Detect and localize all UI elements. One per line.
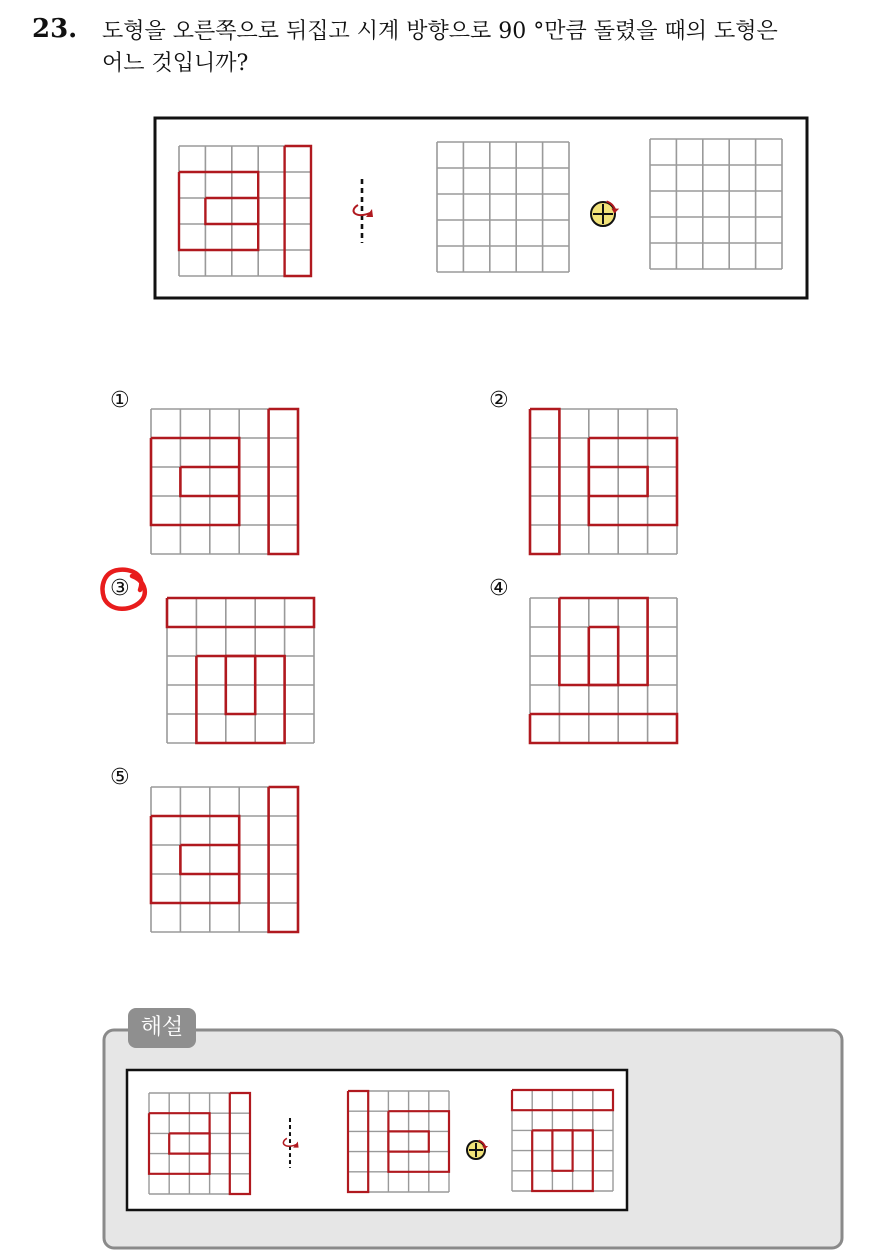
blank-grid-2 bbox=[650, 139, 782, 269]
option-3-shape bbox=[167, 598, 314, 743]
flip-axis-icon bbox=[354, 179, 373, 243]
option-5-label[interactable]: ⑤ bbox=[110, 765, 130, 790]
option-5-shape bbox=[151, 787, 298, 932]
explanation-tag: 해설 bbox=[128, 1008, 196, 1048]
option-3-label[interactable]: ③ bbox=[110, 576, 130, 601]
option-1-grid bbox=[151, 409, 298, 554]
option-2-shape bbox=[530, 409, 677, 554]
option-2-label[interactable]: ② bbox=[489, 388, 509, 413]
question-figure-box bbox=[155, 118, 807, 298]
original-shape bbox=[179, 146, 311, 276]
question-line-2: 어느 것입니까? bbox=[102, 51, 249, 76]
original-grid bbox=[179, 146, 311, 276]
blank-grid-1 bbox=[437, 142, 569, 272]
option-4-label[interactable]: ④ bbox=[489, 576, 509, 601]
question-number: 23. bbox=[32, 14, 78, 44]
option-1-shape bbox=[151, 409, 298, 554]
option-1-label[interactable]: ① bbox=[110, 388, 130, 413]
option-4-shape bbox=[530, 598, 677, 743]
question-line-1: 도형을 오른쪽으로 뒤집고 시계 방향으로 90 °만큼 돌렸을 때의 도형은 bbox=[102, 19, 778, 44]
option-3-grid bbox=[167, 598, 314, 743]
option-2-grid bbox=[530, 409, 677, 554]
option-4-grid bbox=[530, 598, 677, 743]
clock-rotate-icon bbox=[591, 201, 619, 226]
option-5-grid bbox=[151, 787, 298, 932]
